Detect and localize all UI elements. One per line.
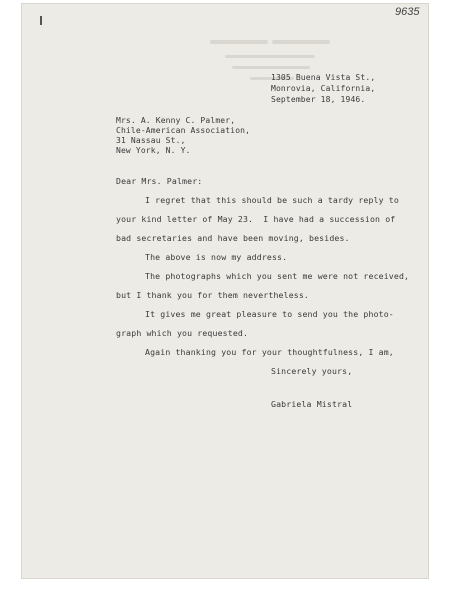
recipient-line: 31 Nassau St., — [116, 136, 186, 145]
recipient-line: Chile-American Association, — [116, 126, 251, 135]
recipient-line: Mrs. A. Kenny C. Palmer, — [116, 116, 236, 125]
body-line: graph which you requested. — [116, 328, 249, 338]
body-line: It gives me great pleasure to send you the photo- — [145, 309, 394, 319]
body-line: The photographs which you sent me were not received, — [145, 271, 410, 281]
body-line: The above is now my address. — [145, 252, 288, 262]
recipient-line: New York, N. Y. — [116, 146, 191, 155]
body-line: but I thank you for them nevertheless. — [116, 290, 310, 300]
closing: Sincerely yours, — [271, 366, 353, 376]
body-line: I regret that this should be such a tardy reply to — [145, 195, 399, 205]
date-line: September 18, 1946. — [271, 95, 366, 104]
manuscript-number: 9635 — [395, 6, 420, 18]
signature-name: Gabriela Mistral — [271, 399, 353, 409]
return-address-line: Monrovia, California, — [271, 84, 376, 93]
return-address-line: 1305 Buena Vista St., — [271, 73, 376, 82]
salutation: Dear Mrs. Palmer: — [116, 176, 203, 186]
body-line: Again thanking you for your thoughtfulness, I am, — [145, 347, 394, 357]
body-line: bad secretaries and have been moving, besides. — [116, 233, 350, 243]
body-line: your kind letter of May 23. I have had a succession of — [116, 214, 396, 224]
